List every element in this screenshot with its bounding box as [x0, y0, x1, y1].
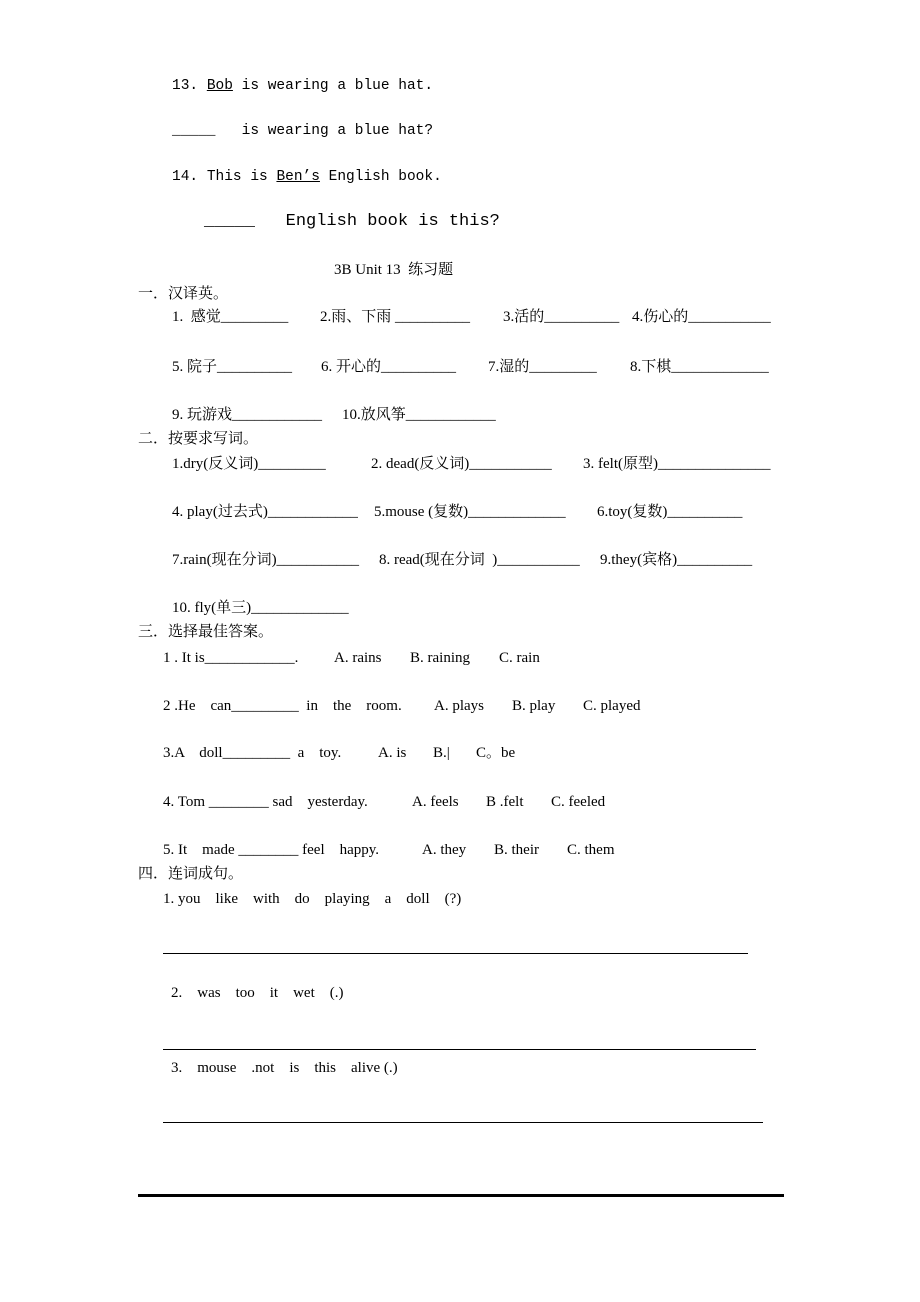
s3-q3-option-c: C。be: [476, 745, 516, 761]
s2-item-7: 7.rain(现在分词)___________: [172, 552, 360, 568]
underlined-subject: Bob: [206, 78, 233, 94]
s3-q5-stem: 5. It made ________ feel happy.: [163, 842, 380, 858]
s3-q1-option-b: B. raining: [410, 650, 470, 666]
s1-item-3: 3.活的__________: [503, 309, 620, 325]
s2-item-5: 5.mouse (复数)_____________: [374, 504, 566, 520]
s3-q5-option-a: A. they: [422, 842, 467, 858]
s3-q1-option-a: A. rains: [334, 650, 382, 666]
s2-item-6: 6.toy(复数)__________: [597, 504, 743, 520]
s4-q1-answer-line[interactable]: [163, 953, 748, 954]
answer-blank[interactable]: _____: [172, 123, 216, 139]
section2-heading: 二．按要求写词。: [138, 431, 259, 447]
s1-item-5: 5. 院子__________: [172, 359, 293, 375]
s4-q2-answer-line[interactable]: [163, 1049, 756, 1050]
s1-item-6: 6. 开心的__________: [321, 359, 457, 375]
s3-q3-option-b: B.|: [433, 745, 450, 761]
question-13-answer: _____ is wearing a blue hat?: [172, 123, 434, 139]
s3-q4-option-c: C. feeled: [551, 794, 606, 810]
s1-item-2: 2.雨、下雨 __________: [320, 309, 471, 325]
s1-item-8: 8.下棋_____________: [630, 359, 769, 375]
s3-q3-stem: 3.A doll_________ a toy.: [163, 745, 342, 761]
s1-item-10: 10.放风筝____________: [342, 407, 496, 423]
s4-q2: 2. was too it wet (.): [171, 985, 344, 1001]
s1-item-1: 1. 感觉_________: [172, 309, 289, 325]
s3-q5-option-c: C. them: [567, 842, 615, 858]
s3-q4-stem: 4. Tom ________ sad yesterday.: [163, 794, 368, 810]
s4-q3: 3. mouse .not is this alive (.): [171, 1060, 398, 1076]
s4-q3-answer-line[interactable]: [163, 1122, 763, 1123]
s2-item-2: 2. dead(反义词)___________: [371, 456, 552, 472]
section3-heading: 三．选择最佳答案。: [138, 624, 274, 640]
s4-q1: 1. you like with do playing a doll (?): [163, 891, 462, 907]
page-bottom-rule: [138, 1194, 784, 1197]
s1-item-4: 4.伤心的___________: [632, 309, 771, 325]
s1-item-7: 7.湿的_________: [488, 359, 597, 375]
s3-q3-option-a: A. is: [378, 745, 407, 761]
underlined-possessive: Ben’s: [276, 169, 320, 185]
question-14-answer: _____ English book is this?: [204, 212, 500, 231]
s3-q4-option-b: B .felt: [486, 794, 524, 810]
s3-q2-option-c: C. played: [583, 698, 641, 714]
s2-item-1: 1.dry(反义词)_________: [172, 456, 326, 472]
section1-heading: 一．汉译英。: [138, 286, 229, 302]
section4-heading: 四．连词成句。: [138, 866, 244, 882]
page-title: 3B Unit 13 练习题: [334, 262, 454, 278]
s2-item-10: 10. fly(单三)_____________: [172, 600, 349, 616]
question-13: 13. Bob is wearing a blue hat.: [172, 78, 434, 94]
s2-item-9: 9.they(宾格)__________: [600, 552, 753, 568]
answer-blank[interactable]: _____: [204, 212, 256, 231]
s3-q1-option-c: C. rain: [499, 650, 540, 666]
s3-q4-option-a: A. feels: [412, 794, 459, 810]
s3-q2-option-a: A. plays: [434, 698, 484, 714]
question-14: 14. This is Ben’s English book.: [172, 169, 442, 185]
s3-q2-option-b: B. play: [512, 698, 556, 714]
s2-item-4: 4. play(过去式)____________: [172, 504, 358, 520]
s3-q5-option-b: B. their: [494, 842, 539, 858]
s1-item-9: 9. 玩游戏____________: [172, 407, 323, 423]
s2-item-8: 8. read(现在分词 )___________: [379, 552, 580, 568]
s3-q2-stem: 2 .He can_________ in the room.: [163, 698, 402, 714]
s2-item-3: 3. felt(原型)_______________: [583, 456, 771, 472]
s3-q1-stem: 1 . It is____________.: [163, 650, 299, 666]
